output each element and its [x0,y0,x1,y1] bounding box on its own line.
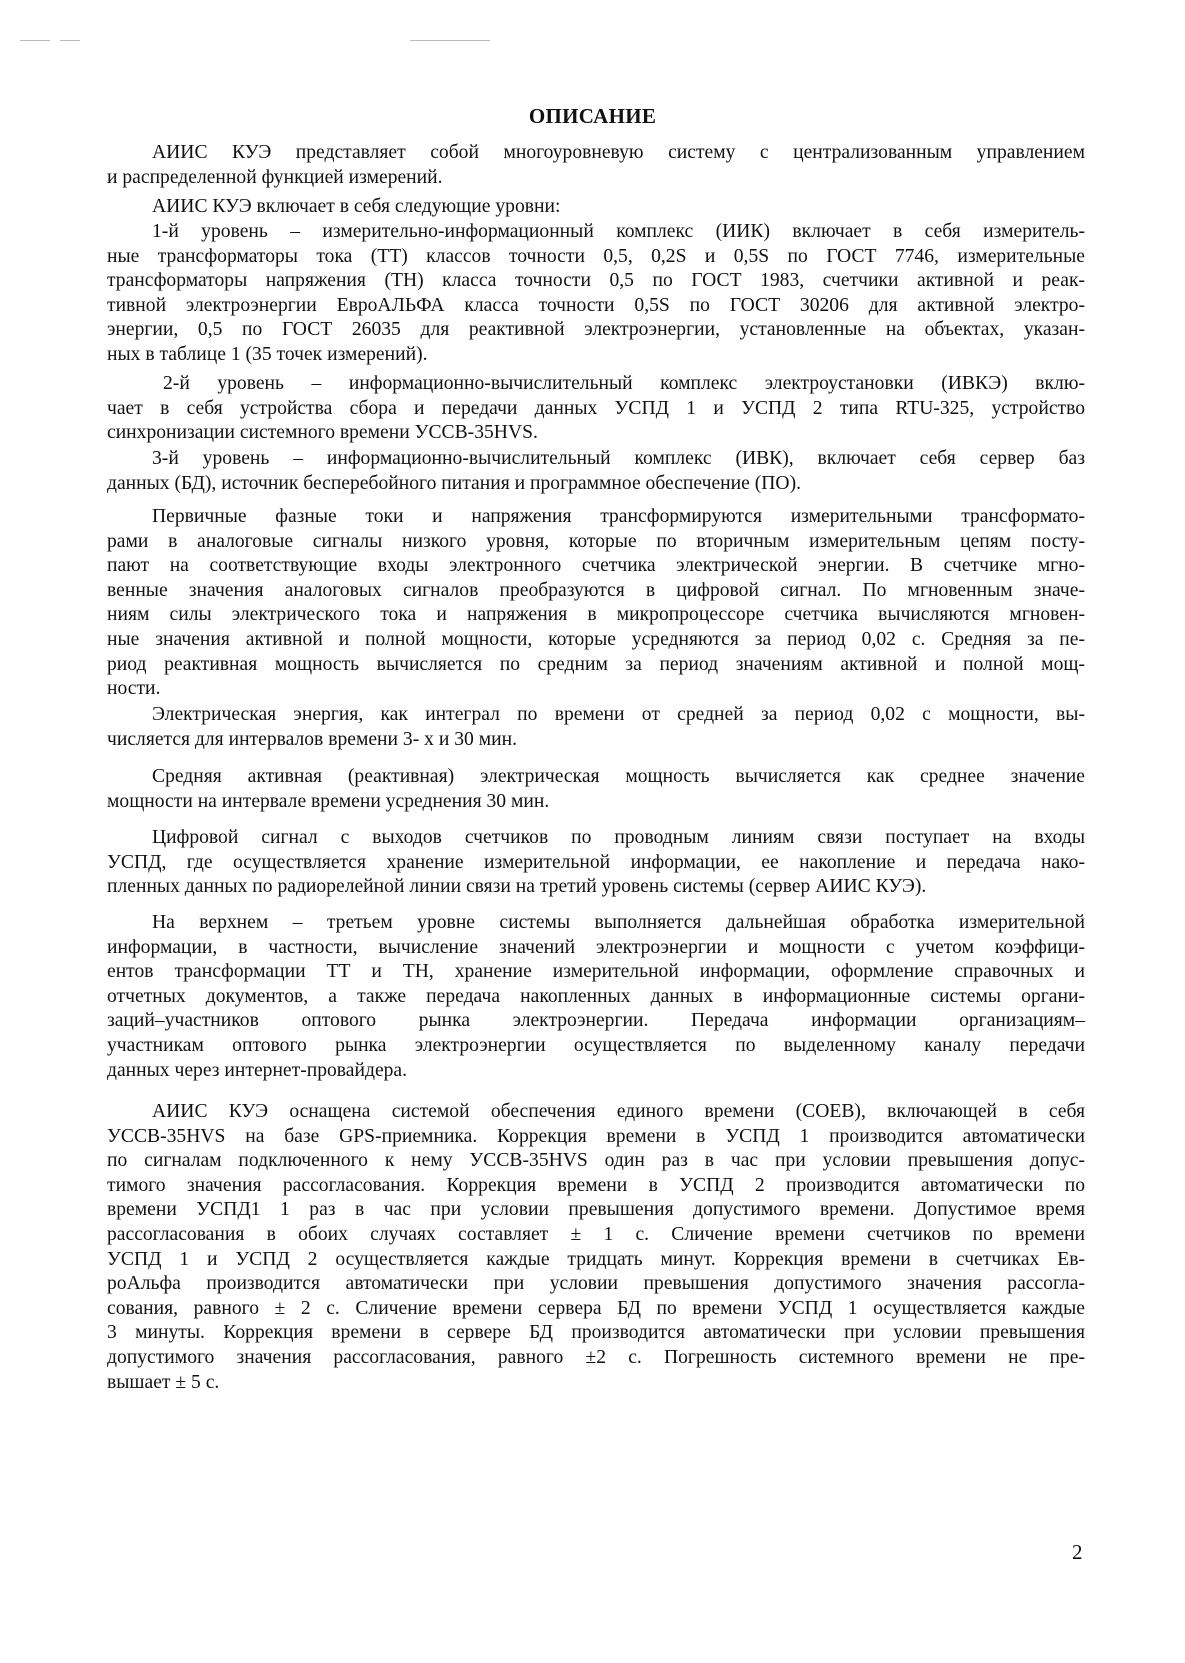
text-line: Цифровой сигнал с выходов счетчиков по проводным линиям связи поступает на входы [152,827,1085,848]
text-line: ных в таблице 1 (35 точек измерений). [107,343,428,365]
page-number: 2 [1072,1540,1083,1564]
text-line: Электрическая энергия, как интеграл по времени от средней за период 0,02 с мощности, вы- [152,704,1085,725]
text-line: 3 минуты. Коррекция времени в сервере БД производится автоматически при условии превышения [107,1322,1085,1344]
text-line: участникам оптового рынка электроэнергии осуществляется по выделенному каналу передачи [107,1034,1085,1056]
text-line: роАльфа производится автоматически при условии превышения допустимого значения рассогла- [107,1273,1085,1295]
text-line: УСПД 1 и УСПД 2 осуществляется каждые тридцать минут. Коррекция времени в счетчиках Ев- [107,1248,1085,1270]
scan-artifact [440,40,490,41]
paragraph-top-level-processing [107,911,1085,1083]
text-line: сования, равного ± 2 с. Сличение времени сервера БД по времени УСПД 1 осуществляется каждые [107,1297,1085,1319]
text-line: 2-й уровень – информационно-вычислительный комплекс электроустановки (ИВКЭ) вклю- [163,373,1085,394]
text-line: по сигналам подключенного к нему УССВ-35HVS один раз в час при условии превышения допус- [107,1150,1085,1172]
text-line: трансформаторы напряжения (ТН) класса точности 0,5 по ГОСТ 1983, счетчики активной и реак- [107,270,1085,292]
paragraph-intro [107,141,1085,190]
text-line: информации, в частности, вычисление значений электроэнергии и мощности с учетом коэффици- [107,936,1085,958]
text-line: ности. [107,678,161,700]
text-line: АИИС КУЭ оснащена системой обеспечения единого времени (СОЕВ), включающей в себя [152,1101,1085,1122]
scan-artifact [20,40,50,41]
text-line: пленных данных по радиорелейной линии связи на третий уровень системы (сервер АИИС КУЭ). [107,876,927,898]
page-title: ОПИСАНИЕ [528,104,657,128]
text-line: отчетных документов, а также передача накопленных данных в информационные системы органи- [107,985,1085,1007]
text-line: 3-й уровень – информационно-вычислительный комплекс (ИВК), включает себя сервер баз [152,448,1085,469]
text-line: рассогласования в обоих случаях составляет ± 1 с. Сличение времени счетчиков по времени [107,1223,1085,1245]
text-line: ниям силы электрического тока и напряжения в микропроцессоре счетчика вычисляются мгновен- [107,604,1085,626]
text-line: риод реактивная мощность вычисляется по средним за период значениям активной и полной мощ- [107,653,1085,675]
text-line: мощности на интервале времени усреднения 30 мин. [107,790,550,812]
text-line: тимого значения рассогласования. Коррекция времени в УСПД 2 производится автоматически по [107,1174,1085,1196]
text-line: ные значения активной и полной мощности, которые усредняются за период 0,02 с. Средняя за пе- [107,628,1085,650]
text-line: АИИС КУЭ представляет собой многоуровневую систему с централизованным управлением [152,142,1085,163]
paragraph-level-1 [107,220,1085,368]
scan-artifact [60,40,80,41]
paragraph-digital-signal [107,826,1085,900]
paragraph-level-2 [107,372,1085,446]
text-line: времени УСПД1 1 раз в час при условии превышения допустимого времени. Допустимое время [107,1199,1085,1221]
text-line: синхронизации системного времени УССВ-35HVS. [107,422,538,444]
text-line: венные значения аналоговых сигналов преобразуются в цифровой сигнал. По мгновенным значе- [107,579,1085,601]
text-line: и распределенной функцией измерений. [107,166,443,188]
text-line: АИИС КУЭ включает в себя следующие уровни: [152,196,561,217]
text-line: тивной электроэнергии ЕвроАЛЬФА класса точности 0,5S по ГОСТ 30206 для активной электро- [107,294,1085,316]
text-line: 1-й уровень – измерительно-информационный комплекс (ИИК) включает в себя измеритель- [152,221,1085,242]
text-line: УССВ-35HVS на базе GPS-приемника. Коррекция времени в УСПД 1 производится автоматически [107,1125,1085,1147]
paragraph-levels-intro [107,195,1085,220]
text-line: рами в аналоговые сигналы низкого уровня, которые по вторичным измерительным цепям посту- [107,530,1085,552]
text-line: данных (БД), источник бесперебойного питания и программное обеспечение (ПО). [107,472,801,494]
text-line: На верхнем – третьем уровне системы выполняется дальнейшая обработка измерительной [152,912,1085,933]
paragraph-energy-integral [107,703,1085,752]
text-line: вышает ± 5 с. [107,1371,220,1393]
text-line: ентов трансформации ТТ и ТН, хранение измерительной информации, оформление справочных и [107,961,1085,983]
text-line: числяется для интервалов времени 3- х и 30 мин. [107,728,517,750]
paragraph-average-power [107,765,1085,814]
text-line: Средняя активная (реактивная) электрическая мощность вычисляется как среднее значение [152,766,1085,787]
text-line: энергии, 0,5 по ГОСТ 26035 для реактивной электроэнергии, установленные на объектах, указан- [107,319,1085,341]
text-line: данных через интернет-провайдера. [107,1059,408,1081]
paragraph-signal-conversion [107,505,1085,702]
text-line: Первичные фазные токи и напряжения трансформируются измерительными трансформато- [152,506,1085,527]
text-line: чает в себя устройства сбора и передачи данных УСПД 1 и УСПД 2 типа RTU-325, устройство [107,397,1085,419]
text-line: пают на соответствующие входы электронного счетчика электрической энергии. В счетчике мгно- [107,555,1085,577]
text-line: УСПД, где осуществляется хранение измерительной информации, ее накопление и передача нако- [107,851,1085,873]
text-line: ные трансформаторы тока (ТТ) классов точности 0,5, 0,2S и 0,5S по ГОСТ 7746, измерительные [107,245,1085,267]
paragraph-time-sync [107,1100,1085,1395]
text-line: заций–участников оптового рынка электроэнергии. Передача информации организациям– [107,1010,1085,1032]
paragraph-level-3 [107,447,1085,496]
text-line: допустимого значения рассогласования, равного ±2 с. Погрешность системного времени не пре- [107,1346,1085,1368]
